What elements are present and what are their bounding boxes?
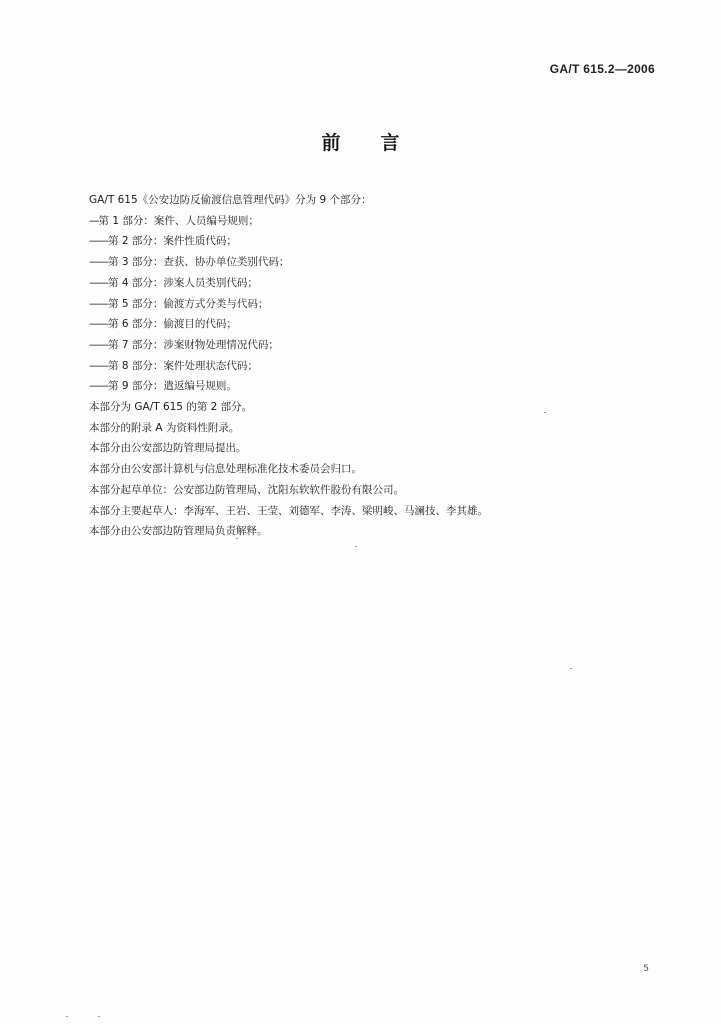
part-dash: ——: [89, 318, 108, 331]
statement-line: 本部分的附录 A 为资料性附录。: [89, 421, 240, 434]
page-title: 前言: [321, 132, 440, 154]
part-dash: ——: [89, 380, 108, 393]
part-dash: ——: [89, 338, 108, 351]
part-dash: —: [89, 214, 99, 227]
part-item: [89, 252, 649, 273]
part-text: 第 4 部分：涉案人员类别代码；: [108, 276, 258, 289]
statement-line: 本部分由公安部计算机与信息处理标准化技术委员会归口。: [89, 463, 362, 476]
part-text: 第 9 部分：遣返编号规则。: [108, 380, 237, 393]
part-dash: ——: [89, 235, 108, 248]
part-text: 第 3 部分：查获、协办单位类别代码；: [108, 256, 290, 269]
part-item: [89, 273, 649, 294]
foreword-body: [89, 190, 649, 542]
statement-line: 本部分由公安部边防管理局负责解释。: [89, 525, 268, 538]
part-item: [89, 356, 649, 377]
scan-speck: [66, 1016, 68, 1017]
part-dash: ——: [89, 359, 108, 372]
part-item: [89, 294, 649, 315]
part-text: 第 2 部分：案件性质代码；: [108, 235, 237, 248]
statement-line: 本部分由公安部边防管理局提出。: [89, 442, 247, 455]
statement-line: 本部分主要起草人：李海军、王岩、王莹、刘德军、李涛、梁明峻、马澜技、李其雄。: [89, 504, 488, 517]
part-text: 第 6 部分：偷渡目的代码；: [108, 318, 237, 331]
standard-code: GA/T 615.2—2006: [549, 62, 655, 76]
part-dash: ——: [89, 256, 108, 269]
scan-speck: [236, 538, 238, 539]
statement-line: 本部分起草单位：公安部边防管理局、沈阳东软软件股份有限公司。: [89, 483, 404, 496]
part-text: 第 5 部分：偷渡方式分类与代码；: [108, 297, 269, 310]
part-dash: ——: [89, 297, 108, 310]
part-dash: ——: [89, 276, 108, 289]
part-item: [89, 376, 649, 397]
intro-line: GA/T 615《公安边防反偷渡信息管理代码》分为 9 个部分：: [89, 194, 372, 206]
part-item: [89, 335, 649, 356]
scan-speck: [570, 668, 572, 669]
statement-line: 本部分为 GA/T 615 的第 2 部分。: [89, 401, 253, 414]
scan-speck: [98, 1016, 100, 1017]
part-item: [89, 314, 649, 335]
part-text: 第 8 部分：案件处理状态代码；: [108, 359, 258, 372]
page-number: 5: [643, 964, 649, 974]
part-text: 第 7 部分：涉案财物处理情况代码；: [108, 338, 279, 351]
part-item: [89, 231, 649, 252]
part-text: 第 1 部分：案件、人员编号规则；: [98, 214, 259, 227]
scan-speck: [544, 412, 546, 413]
part-item: [89, 211, 649, 232]
scan-speck: [355, 546, 357, 547]
